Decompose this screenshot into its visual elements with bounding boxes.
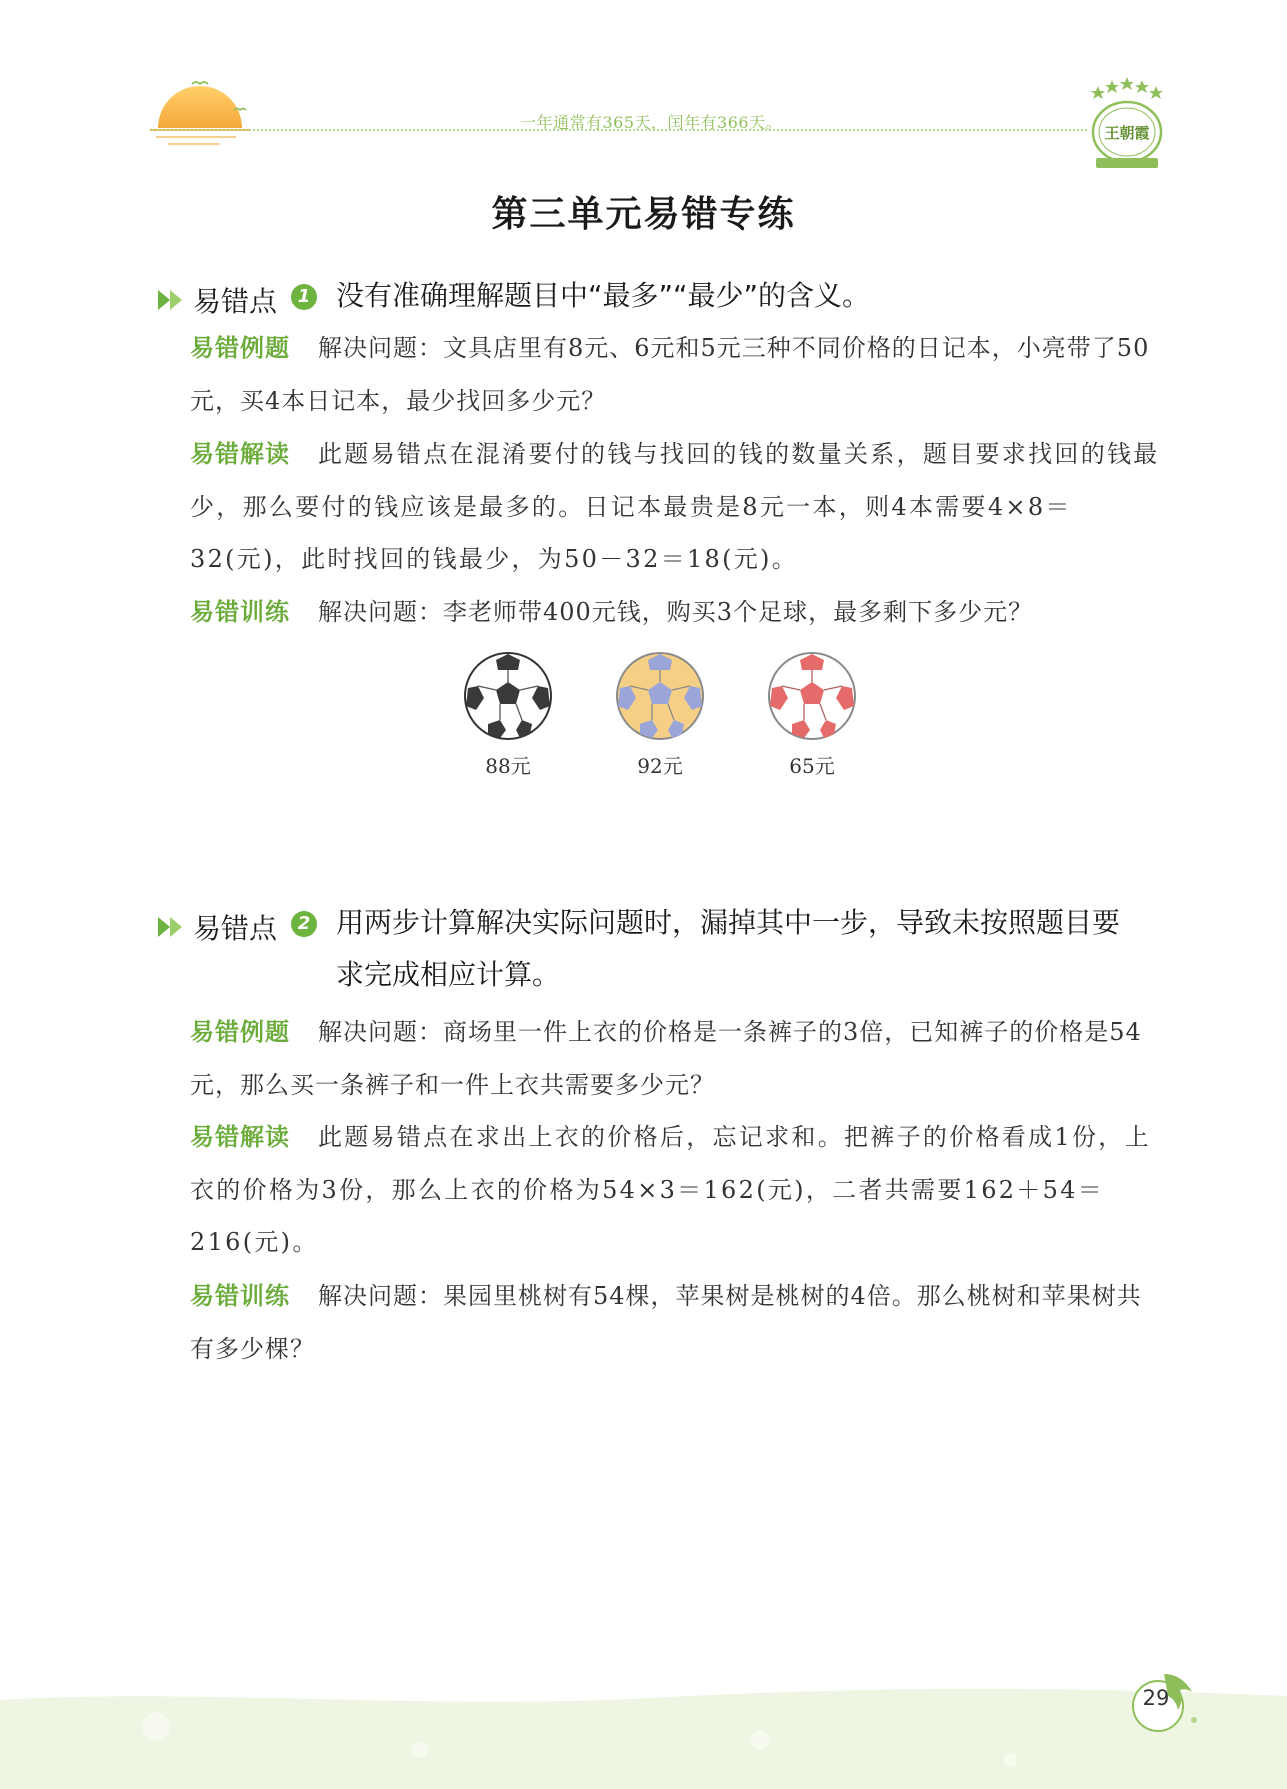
example-text: 解决问题：文具店里有8元、6元和5元三种不同价格的日记本，小亮带了50元，买4本日记本，最少找回多少元？ xyxy=(190,334,1150,415)
football-yellow-icon xyxy=(614,650,706,742)
reading-text: 此题易错点在混淆要付的钱与找回的钱的数量关系，题目要求找回的钱最少，那么要付的钱应该是最多的。日记本最贵是8元一本，则4本需要4×8＝32(元)，此时找回的钱最少，为50－32＝18(元)。 xyxy=(190,440,1160,573)
training-text: 解决问题：果园里桃树有54棵，苹果树是桃树的4倍。那么桃树和苹果树共有多少棵？ xyxy=(190,1282,1142,1363)
training-text: 解决问题：李老师带400元钱，购买3个足球，最多剩下多少元？ xyxy=(318,598,1034,626)
footer-wave-decoration xyxy=(0,1680,1287,1789)
page-number: 29 xyxy=(1142,1686,1170,1710)
ball-price: 88元 xyxy=(485,754,531,778)
reading-tag: 易错解读 xyxy=(190,1123,290,1151)
reading-text: 此题易错点在求出上衣的价格后，忘记求和。把裤子的价格看成1份，上衣的价格为3份，那么上衣的价格为54×3＝162(元)，二者共需要162＋54＝216(元)。 xyxy=(190,1123,1151,1256)
example-tag: 易错例题 xyxy=(190,334,290,362)
double-arrow-icon xyxy=(156,288,188,312)
section2-reading xyxy=(190,1111,1160,1269)
sunset-logo-icon xyxy=(150,70,260,160)
section1-training xyxy=(190,586,1160,639)
page-title: 第三单元易错专练 xyxy=(491,194,796,235)
section2-number-badge: 2 xyxy=(291,911,317,937)
football-black-icon xyxy=(462,650,554,742)
section1-example xyxy=(190,322,1160,427)
section1-title: 没有准确理解题目中“最多”“最少”的含义。 xyxy=(336,279,871,312)
ball-price: 92元 xyxy=(637,754,683,778)
brand-logo-text: 王朝霞 xyxy=(1104,124,1150,142)
section2-example xyxy=(190,1006,1160,1111)
reading-tag: 易错解读 xyxy=(190,440,290,468)
example-tag: 易错例题 xyxy=(190,1018,290,1046)
section1-number-badge: 1 xyxy=(291,284,317,310)
ball-price: 65元 xyxy=(789,754,835,778)
section2-training xyxy=(190,1270,1160,1375)
brand-logo xyxy=(1088,76,1166,172)
training-tag: 易错训练 xyxy=(190,598,290,626)
double-arrow-icon xyxy=(156,915,188,939)
section1-reading xyxy=(190,428,1160,586)
section1-label: 易错点 xyxy=(193,285,278,318)
training-tag: 易错训练 xyxy=(190,1282,290,1310)
header-tip: 一年通常有365天，闰年有366天。 xyxy=(520,113,783,132)
section2-label: 易错点 xyxy=(193,912,278,945)
football-red-icon xyxy=(766,650,858,742)
example-text: 解决问题：商场里一件上衣的价格是一条裤子的3倍，已知裤子的价格是54元，那么买一条裤子和一件上衣共需要多少元？ xyxy=(190,1018,1142,1099)
section2-title: 用两步计算解决实际问题时，漏掉其中一步，导致未按照题目要求完成相应计算。 xyxy=(336,906,1121,991)
